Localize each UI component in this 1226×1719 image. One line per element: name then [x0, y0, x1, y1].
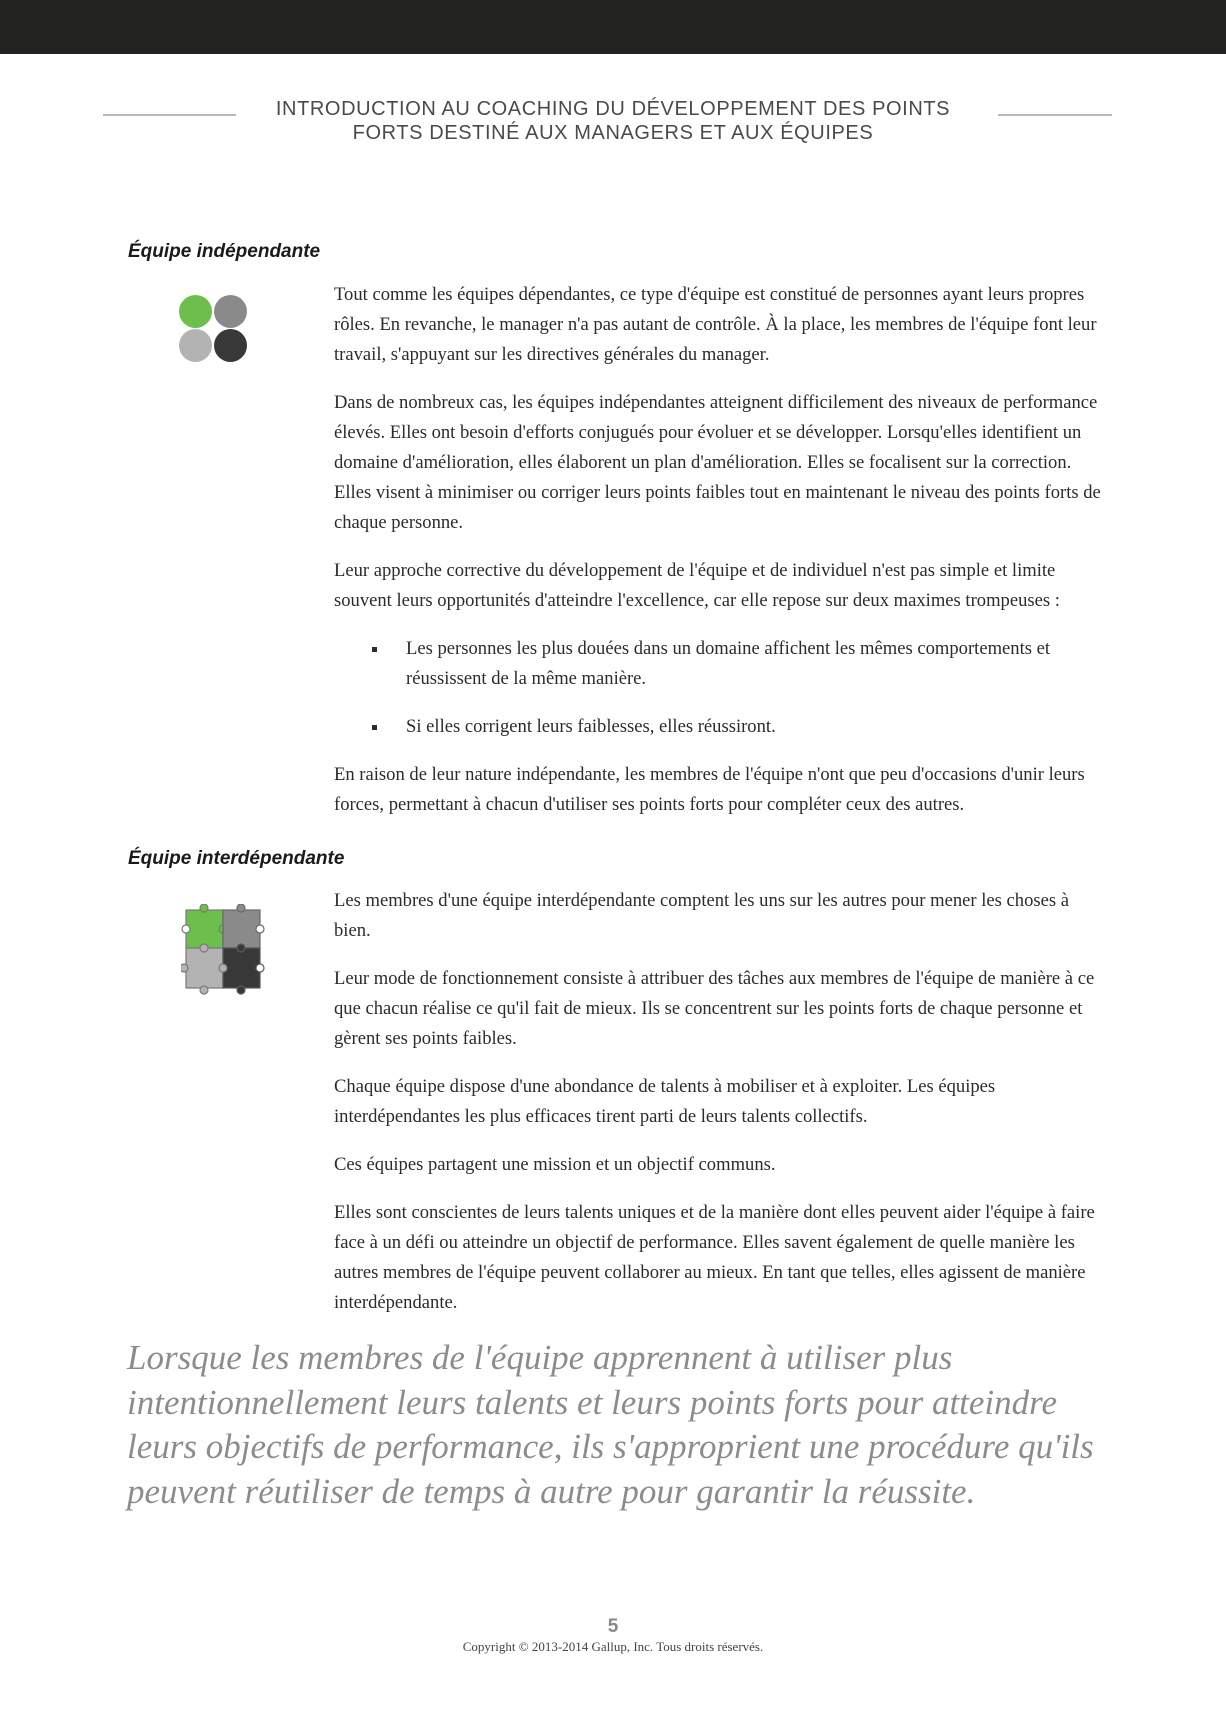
puzzle-piece-light-gray [181, 944, 223, 994]
section-heading-interdependante: Équipe interdépendante [128, 848, 345, 869]
page-header [0, 97, 1226, 145]
page-number: 5 [607, 1616, 619, 1637]
copyright-notice: Copyright © 2013-2014 Gallup, Inc. Tous droits réservés. [462, 1639, 764, 1654]
bullet-text: Les personnes les plus douées dans un domaine affichent les mêmes comportements et réussissent de la même manière. [406, 638, 1051, 689]
section-heading-independante: Équipe indépendante [128, 241, 321, 262]
circle-light-gray [179, 329, 212, 362]
puzzle-piece-green [182, 904, 227, 948]
header-title-line-1: INTRODUCTION AU COACHING DU DÉVELOPPEMENT DES POINTS [275, 98, 951, 120]
square-bullet-icon [372, 647, 377, 652]
top-bar [0, 0, 1226, 54]
four-circles-icon [179, 295, 249, 363]
section-body-interdependante [334, 886, 1104, 1336]
header-title [263, 97, 963, 145]
paragraph: Ces équipes partagent une mission et un objectif communs. [334, 1154, 776, 1175]
paragraph: Elles sont conscientes de leurs talents uniques et de la manière dont elles peuvent aider l'équipe à faire face à un défi ou atteindre un objectif de performance. Elles savent également de quelle manière les autres membres de l'équipe peuvent collaborer au mieux. En tant que telles, elles agissent de manière interdépendante. [334, 1202, 1095, 1313]
square-bullet-icon [372, 725, 377, 730]
page-footer [0, 1616, 1226, 1656]
bullet-item [334, 712, 1104, 742]
puzzle-piece-dark-gray [219, 944, 264, 994]
circle-dark-gray [214, 329, 247, 362]
header-title-line-2: FORTS DESTINÉ AUX MANAGERS ET AUX ÉQUIPES [352, 122, 874, 144]
pull-quote: Lorsque les membres de l'équipe apprennent à utiliser plus intentionnellement leurs talents et leurs points forts pour atteindre leurs objectifs de performance, ils s'approprient une procédure qu'ils peuvent réutiliser de temps à autre pour garantir la réussite. [127, 1338, 1094, 1511]
paragraph: Leur approche corrective du développement de l'équipe et de individuel n'est pas simple et limite souvent leurs opportunités d'atteindre l'excellence, car elle repose sur deux maximes trompeuses : [334, 560, 1060, 611]
circle-green [179, 295, 212, 328]
header-rule-right [998, 114, 1112, 116]
paragraph: Dans de nombreux cas, les équipes indépendantes atteignent difficilement des niveaux de performance élevés. Elles ont besoin d'efforts conjugués pour évoluer et se développer. Lorsqu'elles identifient un domaine d'amélioration, elles élaborent un plan d'amélioration. Elles se focalisent sur la correction. Elles visent à minimiser ou corriger leurs points faibles tout en maintenant le niveau des points forts de chaque personne. [334, 392, 1101, 533]
bullet-item [334, 634, 1104, 694]
paragraph: Chaque équipe dispose d'une abondance de talents à mobiliser et à exploiter. Les équipes interdépendantes les plus efficaces tirent parti de leurs talents collectifs. [334, 1076, 996, 1127]
paragraph: Leur mode de fonctionnement consiste à attribuer des tâches aux membres de l'équipe de manière à ce que chacun réalise ce qu'il fait de mieux. Ils se concentrent sur les points forts de chaque personne et gèrent ses points faibles. [334, 968, 1095, 1049]
paragraph: En raison de leur nature indépendante, les membres de l'équipe n'ont que peu d'occasions d'unir leurs forces, permettant à chacun d'utiliser ses points forts pour compléter ceux des autres. [334, 764, 1085, 815]
paragraph: Tout comme les équipes dépendantes, ce type d'équipe est constitué de personnes ayant leurs propres rôles. En revanche, le manager n'a pas autant de contrôle. À la place, les membres de l'équipe font leur travail, s'appuyant sur les directives générales du manager. [334, 284, 1097, 365]
paragraph: Les membres d'une équipe interdépendante comptent les uns sur les autres pour mener les choses à bien. [334, 890, 1069, 941]
bullet-text: Si elles corrigent leurs faiblesses, elles réussiront. [406, 716, 776, 737]
puzzle-piece-mid-gray [223, 904, 264, 948]
section-body-independante [334, 280, 1104, 838]
puzzle-pieces-icon [181, 904, 265, 996]
bullet-list [334, 634, 1104, 742]
circle-mid-gray [214, 295, 247, 328]
header-rule-left [103, 114, 236, 116]
